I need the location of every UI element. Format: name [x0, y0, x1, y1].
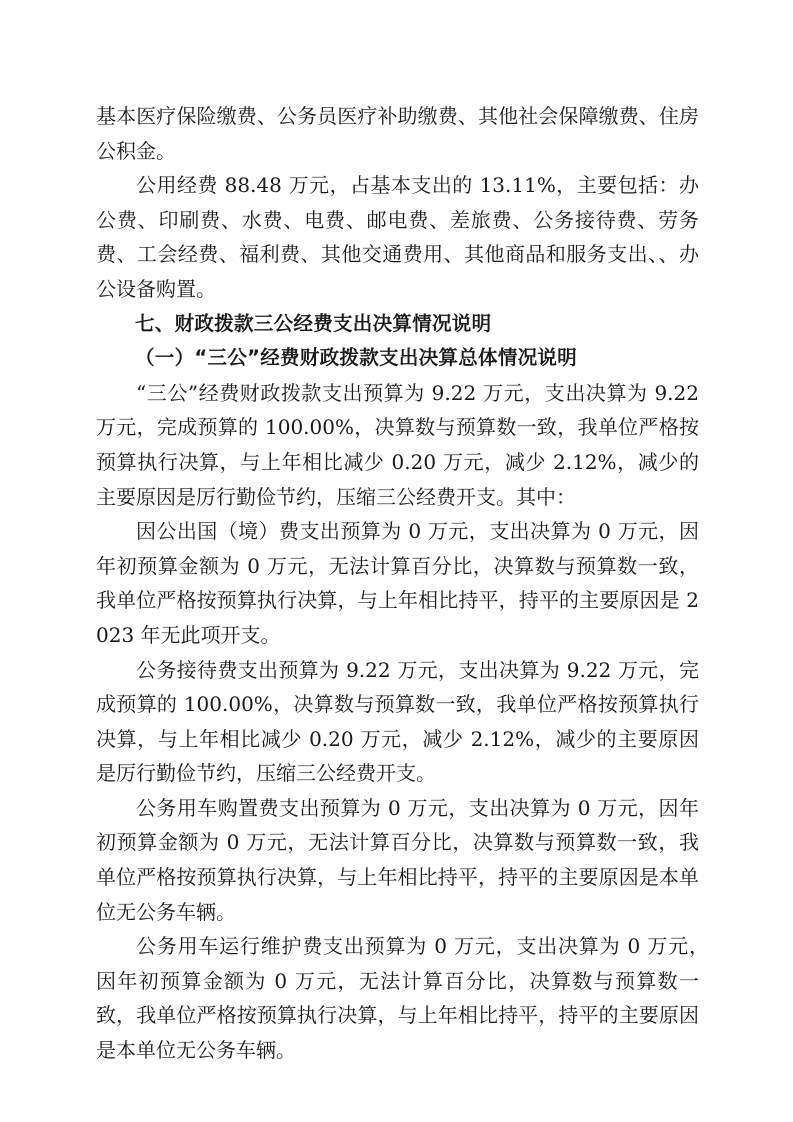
paragraph-three-public-overall: “三公”经费财政拨款支出预算为 9.22 万元，支出决算为 9.22 万元，完成预算的 100.00%，决算数与预算数一致，我单位严格按预算执行决算，与上年相比减少 0.20 万元，减少 2.12%，减少的主要原因是厉行勤俭节约，压缩三公经费开支。其中：: [96, 380, 699, 509]
paragraph-official-reception: 公务接待费支出预算为 9.22 万元，支出决算为 9.22 万元，完成预算的 100.00%，决算数与预算数一致，我单位严格按预算执行决算，与上年相比减少 0.20 万元，减少 2.12%，减少的主要原因是厉行勤俭节约，压缩三公经费开支。: [96, 657, 699, 786]
paragraph-continued-social-security: 基本医疗保险缴费、公务员医疗补助缴费、其他社会保障缴费、住房公积金。: [96, 104, 699, 163]
paragraph-public-funds: 公用经费 88.48 万元，占基本支出的 13.11%，主要包括：办公费、印刷费、水费、电费、邮电费、差旅费、公务接待费、劳务费、工会经费、福利费、其他交通费用、其他商品和服务支出、、办公设备购置。: [96, 173, 699, 301]
paragraph-overseas-travel: 因公出国（境）费支出预算为 0 万元，支出决算为 0 万元，因年初预算金额为 0 万元，无法计算百分比，决算数与预算数一致，我单位严格按预算执行决算，与上年相比持平，持平的主要原因是 2023 年无此项开支。: [96, 519, 699, 647]
document-body: [96, 99, 719, 1068]
section-heading-three-public-expenses: 七、财政拨款三公经费支出决算情况说明: [135, 311, 492, 335]
paragraph-vehicle-purchase: 公务用车购置费支出预算为 0 万元，支出决算为 0 万元，因年初预算金额为 0 万元，无法计算百分比，决算数与预算数一致，我单位严格按预算执行决算，与上年相比持平，持平的主要原因是本单位无公务车辆。: [96, 795, 699, 924]
subsection-heading-overall: （一）“三公”经费财政拨款支出决算总体情况说明: [135, 346, 578, 370]
paragraph-vehicle-operation: 公务用车运行维护费支出预算为 0 万元，支出决算为 0 万元， 因年初预算金额为 0 万元，无法计算百分比，决算数与预算数一致，我单位严格按预算执行决算，与上年相比持平，持平的主要原因是本单位无公务车辆。: [96, 934, 719, 1063]
